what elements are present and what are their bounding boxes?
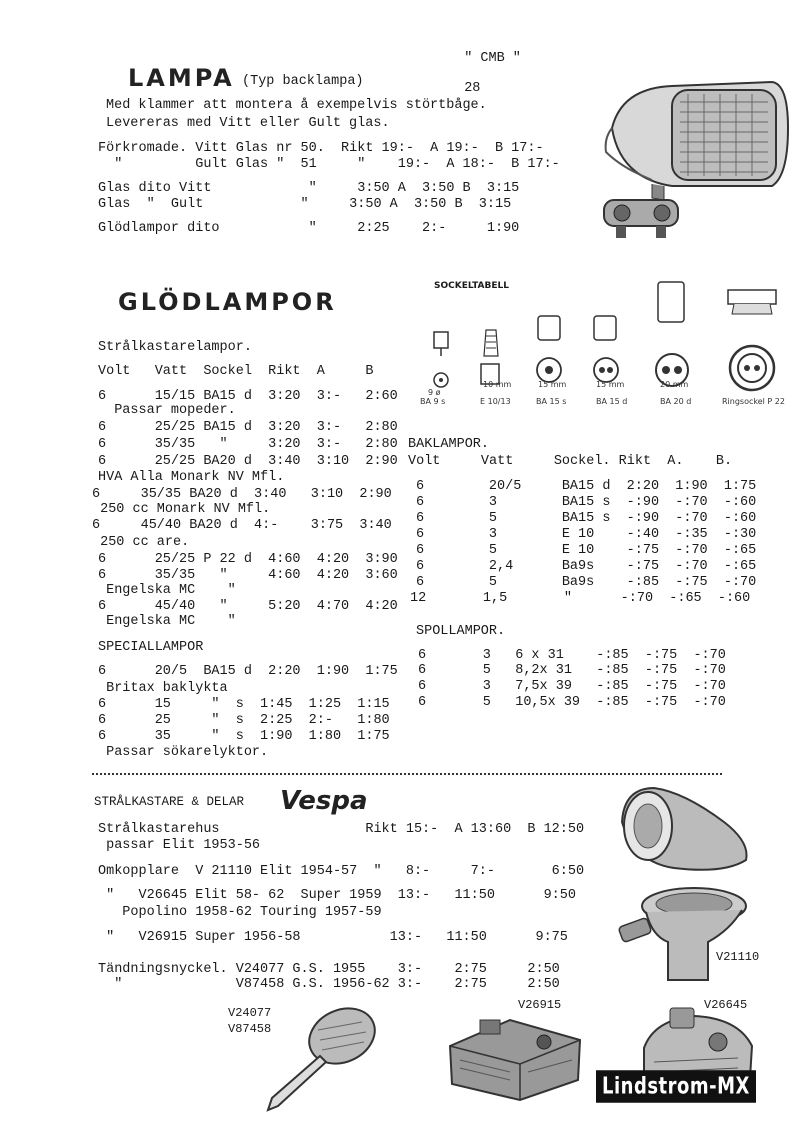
glodlampor-row: 6 45/40 " 5:20 4:70 4:20 bbox=[98, 599, 398, 614]
glodlampor-row: Engelska MC " bbox=[98, 583, 236, 598]
part-label-v26915: V26915 bbox=[518, 998, 562, 1012]
baklampor-row: 6 5 BA15 s -:90 -:70 -:60 bbox=[416, 511, 757, 526]
glodlampor-row: 6 15/15 BA15 d 3:20 3:- 2:60 bbox=[98, 389, 398, 404]
lampa-desc-2: Levereras med Vitt eller Gult glas. bbox=[106, 116, 390, 131]
glodlampor-row: Engelska MC " bbox=[98, 614, 236, 629]
glodlampor-header-row: Volt Vatt Sockel Rikt A B bbox=[98, 364, 374, 379]
page-number: 28 bbox=[464, 81, 481, 96]
glodlampor-row: 6 25/25 P 22 d 4:60 4:20 3:90 bbox=[98, 552, 398, 567]
glodlampor-row: Passar mopeder. bbox=[98, 403, 236, 418]
stralkastare-row: " V87458 G.S. 1956-62 3:- 2:75 2:50 bbox=[98, 977, 560, 992]
headlamp-housing-illustration bbox=[614, 782, 754, 878]
socket-label: BA 15 s bbox=[536, 397, 567, 406]
vespa-logo: Vespa bbox=[280, 786, 368, 816]
glodlampor-row: 6 25/25 BA15 d 3:20 3:- 2:80 bbox=[98, 420, 398, 435]
glodlampor-row: HVA Alla Monark NV Mfl. bbox=[98, 470, 285, 485]
lampa-row: Glas " Gult " 3:50 A 3:50 B 3:15 bbox=[98, 197, 512, 212]
baklampor-row: 6 5 E 10 -:75 -:70 -:65 bbox=[416, 543, 757, 558]
dotted-divider bbox=[92, 773, 722, 775]
stralkastare-row: passar Elit 1953-56 bbox=[98, 838, 261, 853]
speciallampor-title: SPECIALLAMPOR bbox=[98, 640, 204, 655]
ignition-key-illustration bbox=[256, 1000, 386, 1116]
switch-v21110-illustration bbox=[612, 880, 752, 986]
spollampor-row: 6 5 10,5x 39 -:85 -:75 -:70 bbox=[418, 695, 726, 710]
stralkastare-row: Popolino 1958-62 Touring 1957-59 bbox=[98, 905, 382, 920]
spollampor-title: SPOLLAMPOR. bbox=[416, 624, 506, 639]
lampa-desc-1: Med klammer att montera å exempelvis störtbåge. bbox=[106, 98, 487, 113]
glodlampor-row: 250 cc are. bbox=[92, 535, 190, 550]
lampa-row: Glödlampor dito " 2:25 2:- 1:90 bbox=[98, 221, 520, 236]
stralkastare-row: Omkopplare V 21110 Elit 1954-57 " 8:- 7:- 6:50 bbox=[98, 864, 585, 879]
stralkastare-row: Strålkastarehus Rikt 15:- A 13:60 B 12:50 bbox=[98, 822, 585, 837]
lampa-row: Förkromade. Vitt Glas nr 50. Rikt 19:- A 19:- B 17:- bbox=[98, 141, 544, 156]
baklampor-row: 6 5 Ba9s -:85 -:75 -:70 bbox=[416, 575, 757, 590]
strålkastarelampor-label: Strålkastarelampor. bbox=[98, 340, 252, 355]
special-row: 6 25 " s 2:25 2:- 1:80 bbox=[98, 713, 390, 728]
glodlampor-row: 6 25/25 BA20 d 3:40 3:10 2:90 bbox=[98, 454, 398, 469]
glodlampor-title: GLÖDLAMPOR bbox=[118, 288, 337, 316]
lampa-row: " Gult Glas " 51 " 19:- A 18:- B 17:- bbox=[98, 157, 560, 172]
socket-label: E 10/13 bbox=[480, 397, 511, 406]
lampa-subtitle: (Typ backlampa) bbox=[242, 74, 364, 89]
glodlampor-row: 250 cc Monark NV Mfl. bbox=[92, 502, 271, 517]
baklampor-row: 12 1,5 " -:70 -:65 -:60 bbox=[410, 591, 751, 606]
stralkastare-title: STRÅLKASTARE & DELAR bbox=[94, 795, 245, 809]
backlamp-illustration bbox=[592, 68, 792, 244]
lampa-row: Glas dito Vitt " 3:50 A 3:50 B 3:15 bbox=[98, 181, 520, 196]
special-row: Passar sökarelyktor. bbox=[98, 745, 269, 760]
baklampor-row: 6 2,4 Ba9s -:75 -:70 -:65 bbox=[416, 559, 757, 574]
glodlampor-row: 6 35/35 " 3:20 3:- 2:80 bbox=[98, 437, 398, 452]
special-row: 6 20/5 BA15 d 2:20 1:90 1:75 bbox=[98, 664, 398, 679]
watermark: Lindstrom-MX bbox=[596, 1070, 756, 1103]
header-code: " CMB " bbox=[464, 51, 521, 66]
glodlampor-row: 6 45/40 BA20 d 4:- 3:75 3:40 bbox=[92, 518, 392, 533]
baklampor-header-row: Volt Vatt Sockel. Rikt A. B. bbox=[408, 454, 733, 469]
lampa-title: LAMPA bbox=[128, 64, 235, 92]
socket-label: Ringsockel P 22 bbox=[722, 397, 785, 406]
sockeltabell-title: SOCKELTABELL bbox=[434, 281, 509, 291]
part-label-key1: V24077 bbox=[228, 1006, 272, 1020]
dim-label: 20 mm bbox=[660, 380, 689, 389]
glodlampor-row: 6 35/35 BA20 d 3:40 3:10 2:90 bbox=[92, 487, 392, 502]
baklampor-title: BAKLAMPOR. bbox=[408, 437, 490, 452]
part-label-v21110: V21110 bbox=[716, 950, 760, 964]
dim-label: 15 mm bbox=[596, 380, 625, 389]
dim-label: 15 mm bbox=[538, 380, 567, 389]
spollampor-row: 6 3 6 x 31 -:85 -:75 -:70 bbox=[418, 648, 726, 663]
special-row: 6 35 " s 1:90 1:80 1:75 bbox=[98, 729, 390, 744]
dim-label: 10 mm bbox=[483, 380, 512, 389]
baklampor-row: 6 3 E 10 -:40 -:35 -:30 bbox=[416, 527, 757, 542]
socket-label: BA 20 d bbox=[660, 397, 692, 406]
stralkastare-row: " V26645 Elit 58- 62 Super 1959 13:- 11:50 9:50 bbox=[98, 888, 576, 903]
spollampor-row: 6 3 7,5x 39 -:85 -:75 -:70 bbox=[418, 679, 726, 694]
socket-label: BA 9 s bbox=[420, 397, 446, 406]
special-row: Britax baklykta bbox=[98, 681, 228, 696]
stralkastare-row: Tändningsnyckel. V24077 G.S. 1955 3:- 2:75 2:50 bbox=[98, 962, 560, 977]
dim-label: 9 ø bbox=[428, 388, 441, 397]
baklampor-row: 6 20/5 BA15 d 2:20 1:90 1:75 bbox=[416, 479, 757, 494]
socket-label: BA 15 d bbox=[596, 397, 628, 406]
part-label-v26645: V26645 bbox=[704, 998, 748, 1012]
stralkastare-row: " V26915 Super 1956-58 13:- 11:50 9:75 bbox=[98, 930, 568, 945]
special-row: 6 15 " s 1:45 1:25 1:15 bbox=[98, 697, 390, 712]
part-label-key2: V87458 bbox=[228, 1022, 272, 1036]
baklampor-row: 6 3 BA15 s -:90 -:70 -:60 bbox=[416, 495, 757, 510]
switch-v26915-illustration bbox=[440, 1006, 590, 1102]
glodlampor-row: 6 35/35 " 4:60 4:20 3:60 bbox=[98, 568, 398, 583]
spollampor-row: 6 5 8,2x 31 -:85 -:75 -:70 bbox=[418, 663, 726, 678]
